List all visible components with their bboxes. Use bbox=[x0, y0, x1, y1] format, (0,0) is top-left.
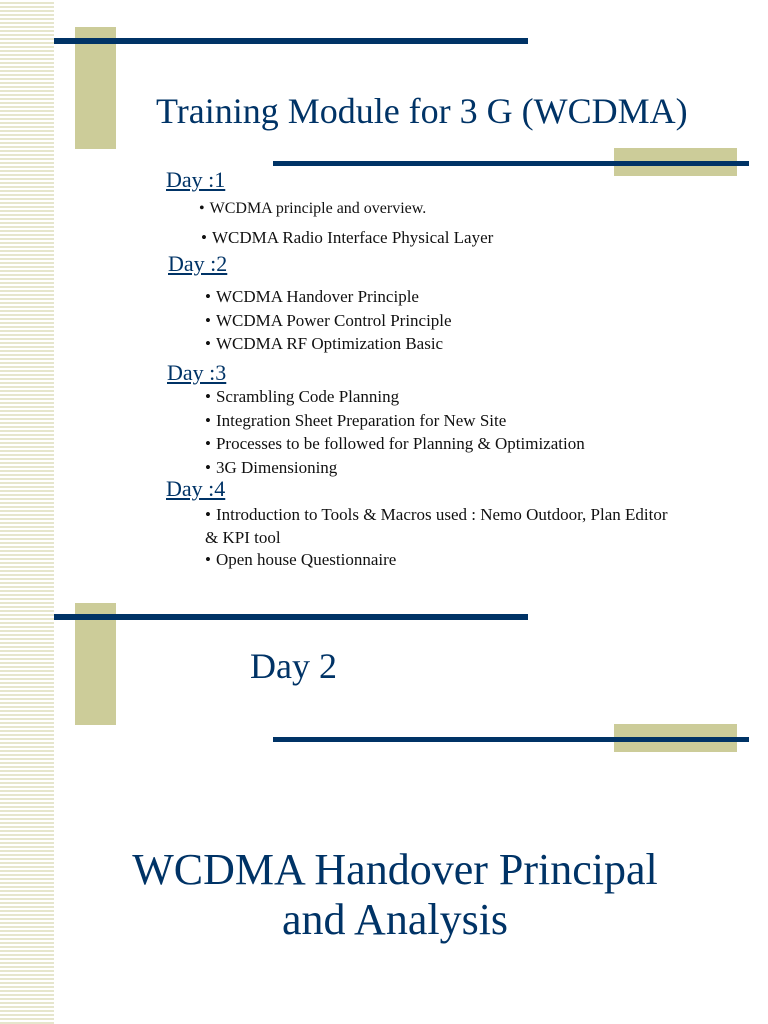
bullet-marker: • bbox=[205, 311, 211, 330]
day4-item-2: • Open house Questionnaire bbox=[205, 550, 397, 569]
slide1-title: Training Module for 3 G (WCDMA) bbox=[156, 91, 688, 131]
slide1-top-bar bbox=[54, 38, 528, 44]
slide1-right-bar bbox=[273, 161, 749, 166]
day1-item-2: • WCDMA Radio Interface Physical Layer bbox=[201, 228, 494, 247]
bullet-marker: • bbox=[199, 200, 205, 217]
day1-item-1: • WCDMA principle and overview. bbox=[199, 200, 427, 217]
day3-item-3: • Processes to be followed for Planning & Optimization bbox=[205, 434, 585, 453]
slide2-right-bar bbox=[273, 737, 749, 742]
slide2-subtitle bbox=[54, 845, 736, 945]
day4-item-1: • Introduction to Tools & Macros used : Nemo Outdoor, Plan Editor & KPI tool bbox=[205, 505, 668, 547]
slide2-subtitle-line2: and Analysis bbox=[281, 895, 509, 944]
bullet-marker: • bbox=[205, 387, 211, 406]
slide1-top-block bbox=[75, 27, 116, 149]
day4-heading: Day :4 bbox=[166, 476, 226, 501]
bullet-marker: • bbox=[205, 550, 211, 569]
day3-item-2: • Integration Sheet Preparation for New Site bbox=[205, 411, 507, 430]
bullet-marker: • bbox=[205, 287, 211, 306]
day2-item-2: • WCDMA Power Control Principle bbox=[205, 311, 452, 330]
day2-item-1: • WCDMA Handover Principle bbox=[205, 287, 419, 306]
bullet-marker: • bbox=[205, 411, 211, 430]
day2-heading: Day :2 bbox=[168, 251, 228, 276]
day3-heading: Day :3 bbox=[167, 360, 227, 385]
bullet-marker: • bbox=[205, 458, 211, 477]
bullet-marker: • bbox=[205, 505, 211, 524]
slide2-top-bar bbox=[54, 614, 528, 620]
bullet-marker: • bbox=[205, 334, 211, 353]
day3-item-1: • Scrambling Code Planning bbox=[205, 387, 400, 406]
day1-heading: Day :1 bbox=[166, 167, 226, 192]
bullet-marker: • bbox=[205, 434, 211, 453]
day4-item-1-continuation: & KPI tool bbox=[205, 528, 281, 547]
slide2-top-block bbox=[75, 603, 116, 725]
bullet-marker: • bbox=[201, 228, 207, 247]
left-stripe-decoration bbox=[0, 0, 54, 1024]
day2-item-3: • WCDMA RF Optimization Basic bbox=[205, 334, 444, 353]
slide2-title: Day 2 bbox=[250, 646, 337, 686]
slide2-subtitle-line1: WCDMA Handover Principal bbox=[132, 845, 658, 894]
day3-item-4: • 3G Dimensioning bbox=[205, 458, 338, 477]
